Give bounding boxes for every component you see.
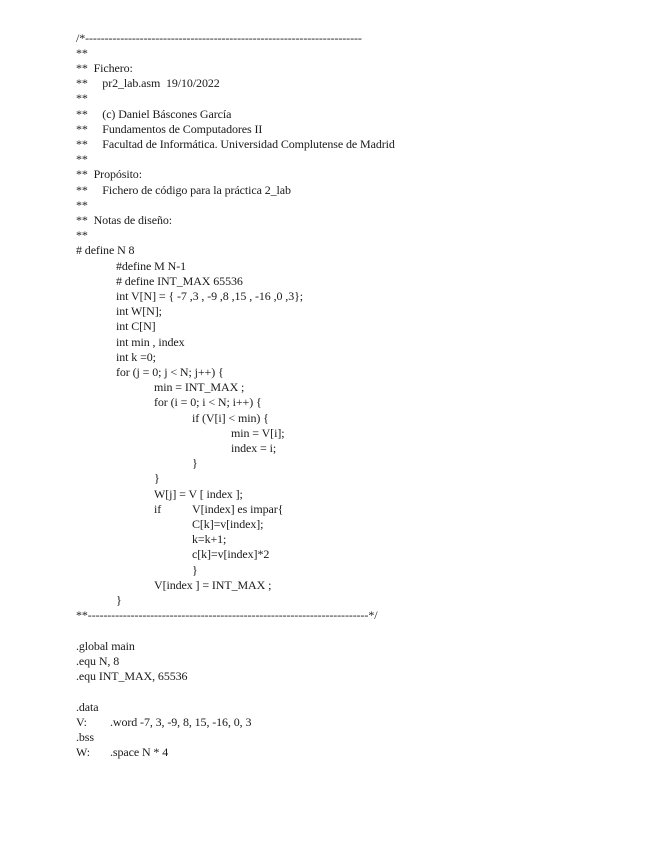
comment-line: ** Notas de diseño:	[76, 213, 172, 227]
symbol-label: V:	[76, 715, 87, 729]
section-header: .bss	[76, 730, 94, 744]
code-line: int V[N] = { -7 ,3 , -9 ,8 ,15 , -16 ,0 ,3};	[116, 289, 303, 303]
comment-line: **------------------------------------------------------------------------*/	[76, 608, 378, 622]
comment-line: ** Propósito:	[76, 167, 142, 181]
comment-line: **	[76, 228, 88, 242]
code-line: int W[N];	[116, 304, 162, 318]
code-line: W[j] = V [ index ];	[154, 487, 243, 501]
comment-line: ** Fundamentos de Computadores II	[76, 122, 263, 136]
comment-line: **	[76, 152, 88, 166]
code-line: c[k]=v[index]*2	[192, 547, 270, 561]
code-line: min = V[i];	[231, 426, 285, 440]
symbol-label: W:	[76, 745, 91, 759]
code-line: k=k+1;	[192, 532, 227, 546]
code-line: }	[192, 456, 198, 470]
comment-line: ** (c) Daniel Báscones García	[76, 107, 232, 121]
code-line: # define INT_MAX 65536	[116, 274, 243, 288]
directive-line: .global main	[76, 639, 135, 653]
code-line: for (i = 0; i < N; i++) {	[154, 395, 262, 409]
code-line: V[index ] = INT_MAX ;	[154, 578, 272, 592]
code-line: if	[154, 502, 162, 516]
directive-line: .equ N, 8	[76, 654, 120, 668]
comment-line: ** Fichero:	[76, 61, 133, 75]
code-line: for (j = 0; j < N; j++) {	[116, 365, 224, 379]
code-line: }	[116, 593, 122, 607]
directive-line: .space N * 4	[110, 745, 169, 759]
code-line: min = INT_MAX ;	[154, 380, 245, 394]
comment-line: ** Facultad de Informática. Universidad Complutense de Madrid	[76, 137, 395, 151]
comment-line: ** Fichero de código para la práctica 2_lab	[76, 183, 291, 197]
code-line: int k =0;	[116, 350, 156, 364]
code-line: index = i;	[231, 441, 277, 455]
code-line: int C[N]	[116, 319, 156, 333]
section-header: .data	[76, 700, 99, 714]
comment-line: **	[76, 198, 88, 212]
code-line: V[index] es impar{	[192, 502, 284, 516]
code-line: #define M N-1	[116, 259, 187, 273]
code-line: }	[192, 563, 198, 577]
code-line: C[k]=v[index];	[192, 517, 264, 531]
directive-line: .equ INT_MAX, 65536	[76, 669, 188, 683]
code-line: int min , index	[116, 335, 185, 349]
comment-line: **	[76, 46, 88, 60]
comment-line: /*-----------------------------------------------------------------------	[76, 31, 362, 45]
comment-line: ** pr2_lab.asm 19/10/2022	[76, 76, 220, 90]
comment-line: **	[76, 91, 88, 105]
directive-line: .word -7, 3, -9, 8, 15, -16, 0, 3	[110, 715, 252, 729]
code-line: if (V[i] < min) {	[192, 411, 269, 425]
code-line: }	[154, 471, 160, 485]
code-line: # define N 8	[76, 243, 135, 257]
